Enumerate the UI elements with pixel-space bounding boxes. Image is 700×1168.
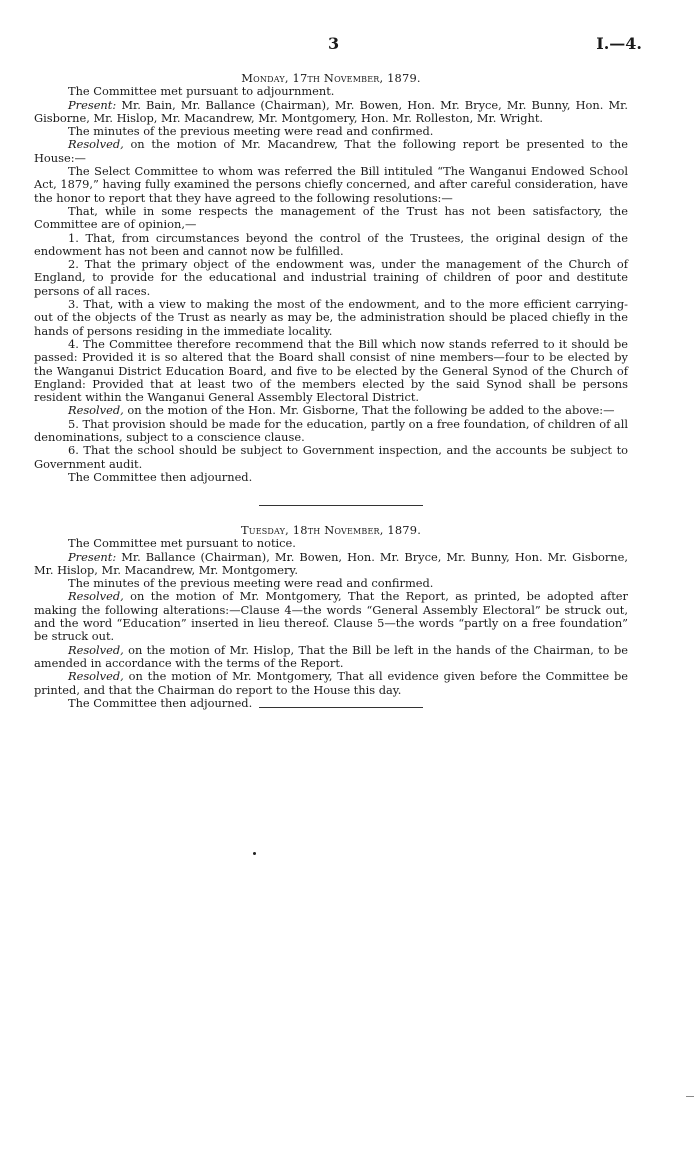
minutes-paragraph — [34, 551, 628, 578]
minutes-paragraph — [34, 644, 628, 671]
minutes-paragraph — [34, 697, 628, 710]
paragraph-lead: Resolved, — [68, 642, 124, 657]
minutes-paragraph — [34, 125, 628, 138]
ink-speck — [253, 852, 256, 855]
minutes-paragraph — [34, 205, 628, 232]
paragraph-lead: Resolved, — [68, 589, 124, 604]
minutes-paragraph — [34, 165, 628, 205]
paragraph-lead: Resolved, — [68, 137, 124, 152]
paragraph-text: That, while in some respects the management of the Trust has not been satisfactory, the Committee are of opinion,— — [34, 203, 628, 232]
paragraph-text: 6. That the school should be subject to Government inspection, and the accounts be subject to Government audit. — [34, 443, 628, 471]
paragraph-text: Mr. Ballance (Chairman), Mr. Bowen, Hon. Mr. Bryce, Mr. Bunny, Hon. Mr. Gisborne, Mr. Hislop, Mr. Macandrew, Mr. Montgomery. — [34, 549, 628, 577]
minutes-paragraph — [34, 138, 628, 165]
page-number: 3 — [328, 34, 340, 53]
minutes-paragraph — [34, 99, 628, 126]
minutes-paragraph — [34, 404, 628, 417]
paragraph-text: The Select Committee to whom was referred the Bill intituled “The Wanganui Endowed School Act, 1879,” having fully examined the persons chiefly concerned, and after careful consideration, have the honor to report that they have agreed to the following resolutions:— — [34, 164, 628, 205]
minutes-paragraph — [34, 258, 628, 298]
minutes-paragraph — [34, 670, 628, 697]
minutes-paragraph — [34, 232, 628, 259]
end-rule — [259, 707, 423, 708]
paragraph-text: The Committee met pursuant to notice. — [68, 536, 296, 551]
paragraph-text: The minutes of the previous meeting were read and confirmed. — [68, 124, 434, 139]
meeting-section-2 — [34, 522, 628, 710]
paper-reference: I.—4. — [596, 34, 642, 53]
minutes-paragraph — [34, 590, 628, 643]
paragraph-text: Mr. Bain, Mr. Ballance (Chairman), Mr. Bowen, Hon. Mr. Bryce, Mr. Bunny, Hon. Mr. Gisborne, Mr. Hislop, Mr. Macandrew, Mr. Montgomery, Hon. Mr. Rolleston, Mr. Wright. — [34, 97, 628, 125]
paragraph-text: The Committee met pursuant to adjournment. — [68, 84, 335, 99]
paragraph-lead: Present: — [68, 549, 117, 564]
minutes-paragraph — [34, 338, 628, 404]
paragraph-text: 5. That provision should be made for the education, partly on a free foundation, of children of all denominations, subject to a conscience clause. — [34, 416, 629, 445]
paragraph-text: on the motion of Mr. Montgomery, That the Report, as printed, be adopted after making the following alterations:—Clause 4—the words “General Assembly Electoral” be struck out, and the word “Education” inserted in lieu thereof. Clause 5—the words “partly on a free foundation” be struck out. — [34, 589, 628, 644]
paragraph-text: on the motion of Mr. Montgomery, That all evidence given before the Committee be printed, and that the Chairman do report to the House this day. — [34, 669, 628, 697]
minutes-paragraph — [34, 537, 628, 550]
paragraph-text: 4. The Committee therefore recommend that the Bill which now stands referred to it should be passed: Provided it is so altered that the Board shall consist of nine members—four to be elected by the Wanganui District Education Board, and five to be elected by the General Synod of the Church of England: Provided that at least two of the members elected by the said Synod shall be persons resident within the Wanganui General Assembly Electoral District. — [34, 336, 628, 405]
meeting-heading: Monday, 17th November, 1879. — [241, 71, 421, 85]
paragraph-text: The minutes of the previous meeting were read and confirmed. — [68, 576, 434, 591]
paragraph-lead: Present: — [68, 97, 117, 112]
minutes-paragraph — [34, 418, 628, 445]
paragraph-text: on the motion of Mr. Macandrew, That the following report be presented to the House:— — [34, 137, 628, 165]
section-divider — [259, 505, 423, 506]
paragraph-text: 2. That the primary object of the endowment was, under the management of the Church of England, to provide for the educational and industrial training of children of poor and destitute persons of all races. — [34, 257, 628, 298]
meeting-section-1 — [34, 70, 628, 484]
meeting-heading: Tuesday, 18th November, 1879. — [240, 523, 422, 537]
minutes-paragraph — [34, 85, 628, 98]
paragraph-text: on the motion of the Hon. Mr. Gisborne, That the following be added to the above:— — [123, 403, 615, 418]
paragraph-text: 1. That, from circumstances beyond the control of the Trustees, the original design of the endowment has not been and cannot now be fulfilled. — [34, 230, 628, 258]
margin-mark — [686, 1096, 694, 1097]
minutes-paragraph — [34, 577, 628, 590]
minutes-paragraph — [34, 298, 628, 338]
paragraph-lead: Resolved, — [68, 669, 124, 684]
minutes-paragraph — [34, 471, 628, 484]
paragraph-text: 3. That, with a view to making the most of the endowment, and to the more efficient carrying-out of the objects of the Trust as nearly as may be, the administration should be placed chiefly in the hands of persons residing in the immediate locality. — [34, 297, 628, 338]
paragraph-text: The Committee then adjourned. — [68, 695, 253, 710]
paragraph-lead: Resolved, — [68, 403, 124, 418]
paragraph-text: on the motion of Mr. Hislop, That the Bill be left in the hands of the Chairman, to be amended in accordance with the terms of the Report. — [34, 642, 628, 670]
minutes-paragraph — [34, 444, 628, 471]
paragraph-text: The Committee then adjourned. — [68, 469, 253, 484]
